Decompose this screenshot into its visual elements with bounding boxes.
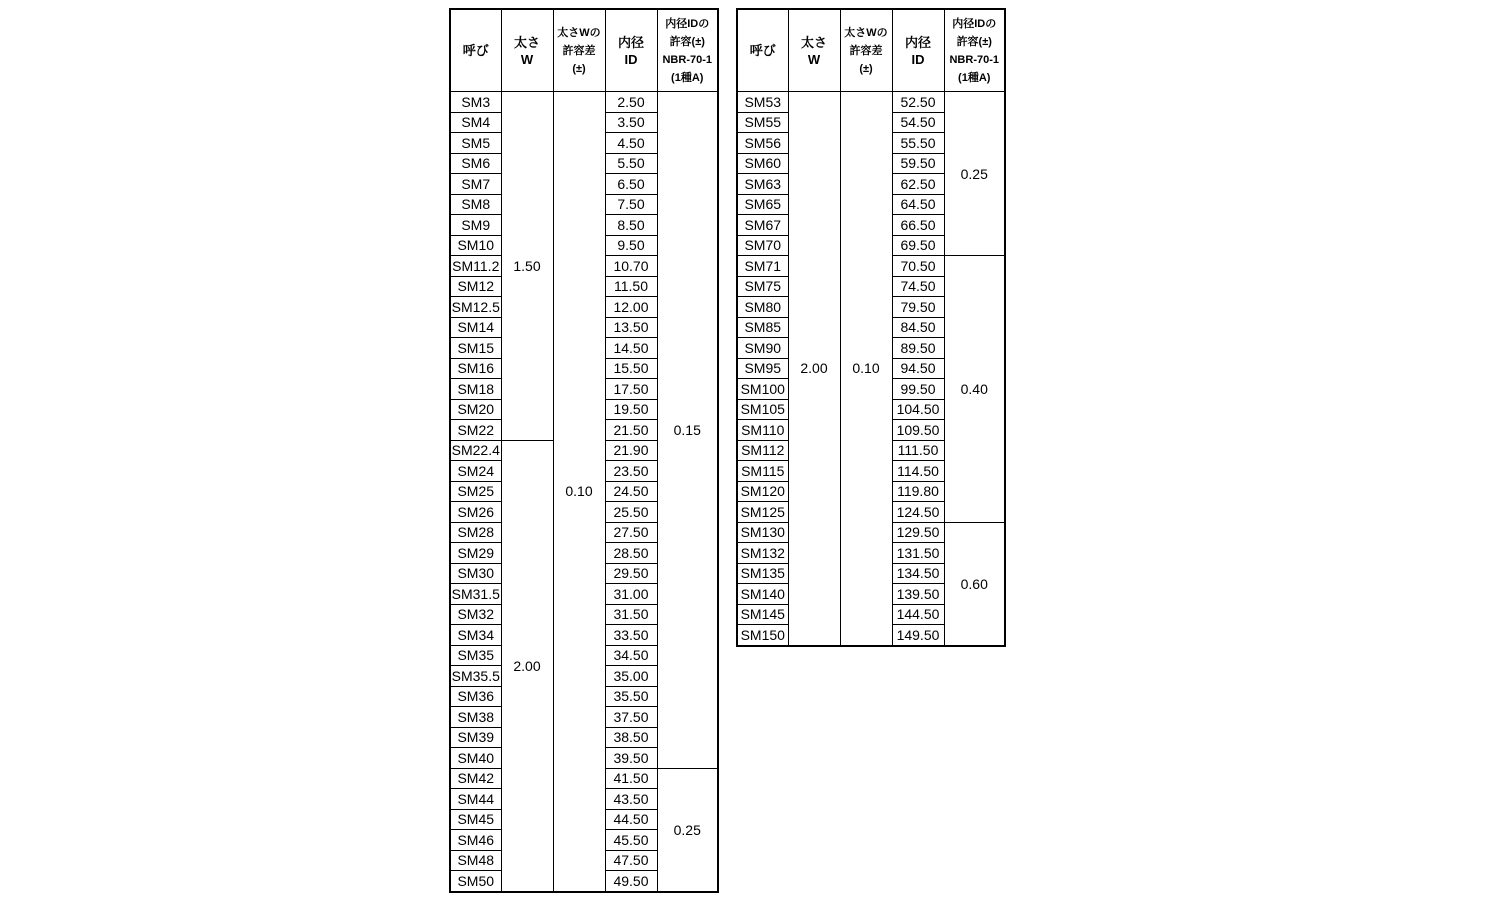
inner-diameter-cell: 38.50: [605, 727, 657, 748]
nominal-size-cell: SM14: [450, 317, 501, 338]
inner-diameter-cell: 31.00: [605, 584, 657, 605]
inner-diameter-cell: 34.50: [605, 645, 657, 666]
id-tolerance-cell: 0.25: [657, 768, 718, 892]
nominal-size-cell: SM40: [450, 748, 501, 769]
nominal-size-cell: SM80: [737, 297, 788, 318]
inner-diameter-cell: 131.50: [892, 543, 944, 564]
id-tolerance-cell: 0.60: [944, 522, 1005, 646]
nominal-size-cell: SM15: [450, 338, 501, 359]
header-nominal: 呼び: [450, 9, 501, 92]
nominal-size-cell: SM22: [450, 420, 501, 441]
inner-diameter-cell: 25.50: [605, 502, 657, 523]
inner-diameter-cell: 15.50: [605, 358, 657, 379]
inner-diameter-cell: 27.50: [605, 522, 657, 543]
inner-diameter-cell: 62.50: [892, 174, 944, 195]
inner-diameter-cell: 144.50: [892, 604, 944, 625]
header-row: [450, 9, 718, 92]
nominal-size-cell: SM45: [450, 809, 501, 830]
header-inner-diameter: 内径 ID: [892, 9, 944, 92]
nominal-size-cell: SM110: [737, 420, 788, 441]
nominal-size-cell: SM67: [737, 215, 788, 236]
inner-diameter-cell: 10.70: [605, 256, 657, 277]
inner-diameter-cell: 84.50: [892, 317, 944, 338]
nominal-size-cell: SM140: [737, 584, 788, 605]
header-id-tolerance: 内径IDの 許容(±) NBR-70-1 (1種A): [657, 9, 718, 92]
id-tolerance-cell: 0.15: [657, 92, 718, 769]
nominal-size-cell: SM12.5: [450, 297, 501, 318]
inner-diameter-cell: 12.00: [605, 297, 657, 318]
inner-diameter-cell: 11.50: [605, 276, 657, 297]
inner-diameter-cell: 54.50: [892, 112, 944, 133]
inner-diameter-cell: 35.00: [605, 666, 657, 687]
nominal-size-cell: SM115: [737, 461, 788, 482]
inner-diameter-cell: 13.50: [605, 317, 657, 338]
nominal-size-cell: SM3: [450, 92, 501, 113]
width-cell: 2.00: [788, 92, 840, 646]
width-cell: 1.50: [501, 92, 553, 441]
size-table-left: [449, 8, 719, 893]
inner-diameter-cell: 109.50: [892, 420, 944, 441]
nominal-size-cell: SM145: [737, 604, 788, 625]
header-id-tolerance: 内径IDの 許容(±) NBR-70-1 (1種A): [944, 9, 1005, 92]
nominal-size-cell: SM34: [450, 625, 501, 646]
inner-diameter-cell: 99.50: [892, 379, 944, 400]
nominal-size-cell: SM31.5: [450, 584, 501, 605]
nominal-size-cell: SM60: [737, 153, 788, 174]
header-width-tolerance: 太さWの 許容差 (±): [840, 9, 892, 92]
inner-diameter-cell: 33.50: [605, 625, 657, 646]
inner-diameter-cell: 114.50: [892, 461, 944, 482]
nominal-size-cell: SM30: [450, 563, 501, 584]
id-tolerance-cell: 0.25: [944, 92, 1005, 256]
nominal-size-cell: SM130: [737, 522, 788, 543]
nominal-size-cell: SM53: [737, 92, 788, 113]
nominal-size-cell: SM4: [450, 112, 501, 133]
nominal-size-cell: SM8: [450, 194, 501, 215]
inner-diameter-cell: 28.50: [605, 543, 657, 564]
nominal-size-cell: SM90: [737, 338, 788, 359]
inner-diameter-cell: 39.50: [605, 748, 657, 769]
header-width: 太さ W: [788, 9, 840, 92]
inner-diameter-cell: 3.50: [605, 112, 657, 133]
header-width: 太さ W: [501, 9, 553, 92]
header-nominal: 呼び: [737, 9, 788, 92]
inner-diameter-cell: 64.50: [892, 194, 944, 215]
nominal-size-cell: SM70: [737, 235, 788, 256]
inner-diameter-cell: 47.50: [605, 850, 657, 871]
inner-diameter-cell: 139.50: [892, 584, 944, 605]
inner-diameter-cell: 74.50: [892, 276, 944, 297]
nominal-size-cell: SM46: [450, 830, 501, 851]
inner-diameter-cell: 31.50: [605, 604, 657, 625]
nominal-size-cell: SM20: [450, 399, 501, 420]
nominal-size-cell: SM63: [737, 174, 788, 195]
inner-diameter-cell: 70.50: [892, 256, 944, 277]
inner-diameter-cell: 94.50: [892, 358, 944, 379]
nominal-size-cell: SM48: [450, 850, 501, 871]
nominal-size-cell: SM18: [450, 379, 501, 400]
inner-diameter-cell: 59.50: [892, 153, 944, 174]
nominal-size-cell: SM11.2: [450, 256, 501, 277]
inner-diameter-cell: 5.50: [605, 153, 657, 174]
nominal-size-cell: SM16: [450, 358, 501, 379]
nominal-size-cell: SM44: [450, 789, 501, 810]
nominal-size-cell: SM132: [737, 543, 788, 564]
nominal-size-cell: SM105: [737, 399, 788, 420]
inner-diameter-cell: 69.50: [892, 235, 944, 256]
nominal-size-cell: SM22.4: [450, 440, 501, 461]
nominal-size-cell: SM35: [450, 645, 501, 666]
inner-diameter-cell: 24.50: [605, 481, 657, 502]
nominal-size-cell: SM75: [737, 276, 788, 297]
header-inner-diameter: 内径 ID: [605, 9, 657, 92]
nominal-size-cell: SM12: [450, 276, 501, 297]
inner-diameter-cell: 89.50: [892, 338, 944, 359]
nominal-size-cell: SM39: [450, 727, 501, 748]
nominal-size-cell: SM35.5: [450, 666, 501, 687]
inner-diameter-cell: 66.50: [892, 215, 944, 236]
nominal-size-cell: SM25: [450, 481, 501, 502]
inner-diameter-cell: 35.50: [605, 686, 657, 707]
nominal-size-cell: SM5: [450, 133, 501, 154]
nominal-size-cell: SM71: [737, 256, 788, 277]
nominal-size-cell: SM100: [737, 379, 788, 400]
inner-diameter-cell: 21.90: [605, 440, 657, 461]
inner-diameter-cell: 41.50: [605, 768, 657, 789]
nominal-size-cell: SM55: [737, 112, 788, 133]
nominal-size-cell: SM36: [450, 686, 501, 707]
nominal-size-cell: SM38: [450, 707, 501, 728]
header-row: [737, 9, 1005, 92]
nominal-size-cell: SM50: [450, 871, 501, 892]
nominal-size-cell: SM28: [450, 522, 501, 543]
nominal-size-cell: SM26: [450, 502, 501, 523]
header-width-tolerance: 太さWの 許容差 (±): [553, 9, 605, 92]
nominal-size-cell: SM9: [450, 215, 501, 236]
inner-diameter-cell: 104.50: [892, 399, 944, 420]
nominal-size-cell: SM150: [737, 625, 788, 646]
nominal-size-cell: SM29: [450, 543, 501, 564]
inner-diameter-cell: 37.50: [605, 707, 657, 728]
inner-diameter-cell: 2.50: [605, 92, 657, 113]
inner-diameter-cell: 7.50: [605, 194, 657, 215]
nominal-size-cell: SM95: [737, 358, 788, 379]
nominal-size-cell: SM10: [450, 235, 501, 256]
inner-diameter-cell: 17.50: [605, 379, 657, 400]
inner-diameter-cell: 44.50: [605, 809, 657, 830]
id-tolerance-cell: 0.40: [944, 256, 1005, 523]
inner-diameter-cell: 49.50: [605, 871, 657, 892]
nominal-size-cell: SM24: [450, 461, 501, 482]
width-tolerance-cell: 0.10: [840, 92, 892, 646]
nominal-size-cell: SM6: [450, 153, 501, 174]
inner-diameter-cell: 124.50: [892, 502, 944, 523]
width-cell: 2.00: [501, 440, 553, 892]
inner-diameter-cell: 29.50: [605, 563, 657, 584]
nominal-size-cell: SM135: [737, 563, 788, 584]
nominal-size-cell: SM112: [737, 440, 788, 461]
inner-diameter-cell: 55.50: [892, 133, 944, 154]
nominal-size-cell: SM7: [450, 174, 501, 195]
inner-diameter-cell: 43.50: [605, 789, 657, 810]
inner-diameter-cell: 14.50: [605, 338, 657, 359]
nominal-size-cell: SM42: [450, 768, 501, 789]
nominal-size-cell: SM125: [737, 502, 788, 523]
size-table-right: [736, 8, 1006, 647]
inner-diameter-cell: 9.50: [605, 235, 657, 256]
inner-diameter-cell: 79.50: [892, 297, 944, 318]
nominal-size-cell: SM65: [737, 194, 788, 215]
inner-diameter-cell: 8.50: [605, 215, 657, 236]
inner-diameter-cell: 129.50: [892, 522, 944, 543]
nominal-size-cell: SM32: [450, 604, 501, 625]
inner-diameter-cell: 19.50: [605, 399, 657, 420]
inner-diameter-cell: 111.50: [892, 440, 944, 461]
width-tolerance-cell: 0.10: [553, 92, 605, 892]
inner-diameter-cell: 6.50: [605, 174, 657, 195]
inner-diameter-cell: 149.50: [892, 625, 944, 646]
nominal-size-cell: SM120: [737, 481, 788, 502]
inner-diameter-cell: 134.50: [892, 563, 944, 584]
table-row: [737, 92, 1005, 113]
nominal-size-cell: SM85: [737, 317, 788, 338]
inner-diameter-cell: 21.50: [605, 420, 657, 441]
inner-diameter-cell: 119.80: [892, 481, 944, 502]
inner-diameter-cell: 52.50: [892, 92, 944, 113]
nominal-size-cell: SM56: [737, 133, 788, 154]
inner-diameter-cell: 4.50: [605, 133, 657, 154]
inner-diameter-cell: 45.50: [605, 830, 657, 851]
inner-diameter-cell: 23.50: [605, 461, 657, 482]
table-row: [450, 92, 718, 113]
